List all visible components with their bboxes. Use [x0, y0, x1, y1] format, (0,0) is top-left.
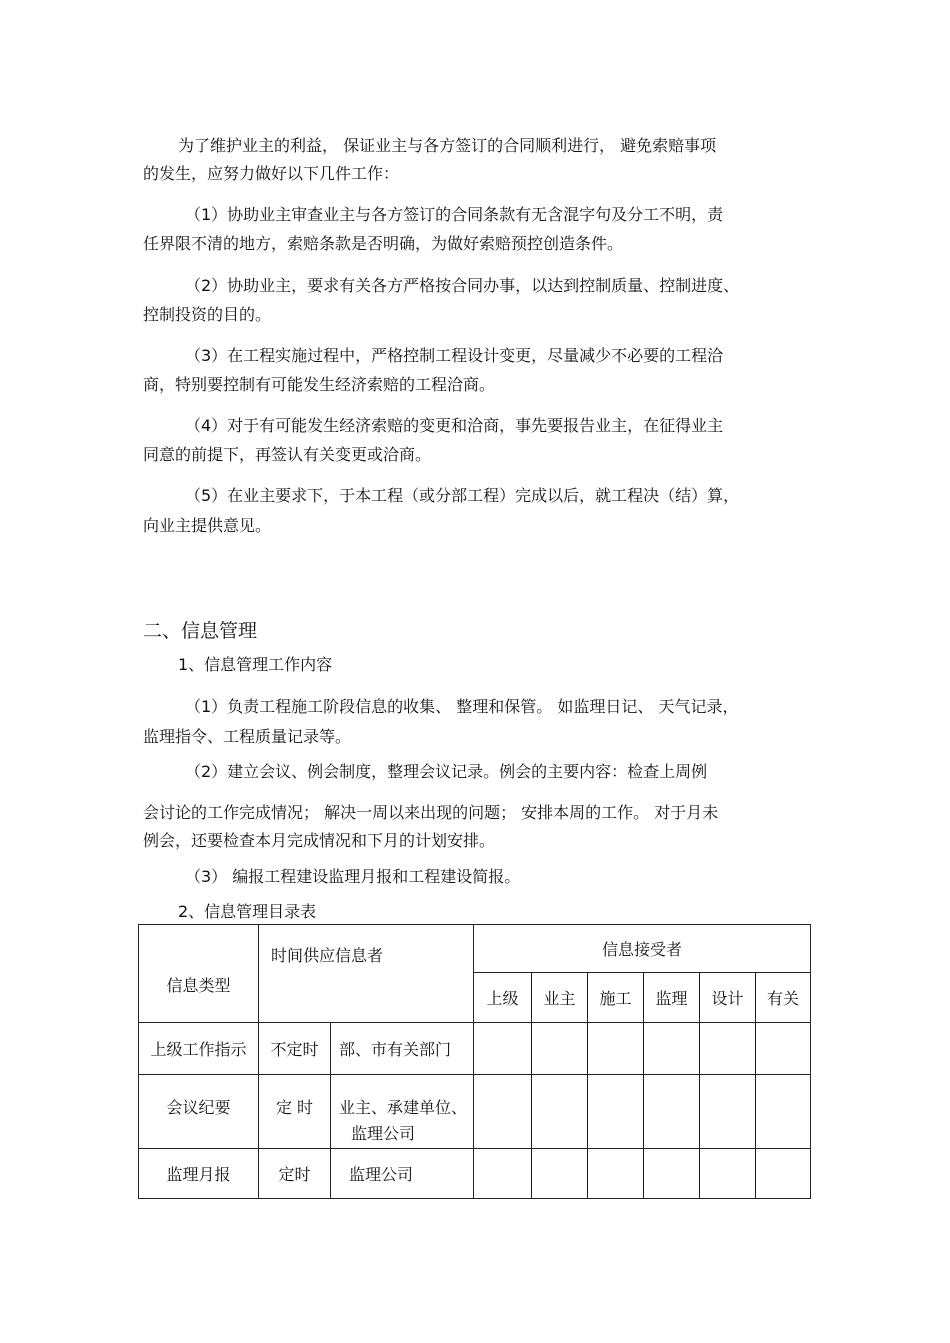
table-row [139, 1149, 811, 1199]
item-4-line-2: 同意的前提下，再签认有关变更或洽商。 [143, 445, 432, 464]
row-3-type: 监理月报 [139, 1149, 259, 1199]
item-3-line-1: （3）在工程实施过程中，严格控制工程设计变更，尽量减少不必要的工程洽 [185, 346, 724, 365]
row-2-time: 定 时 [259, 1075, 331, 1149]
row-3-time: 定时 [259, 1149, 331, 1199]
s2-p1-line-2: 监理指令、工程质量记录等。 [143, 727, 352, 746]
row-1-time: 不定时 [259, 1023, 331, 1075]
s2-p3: （3） 编报工程建设监理月报和工程建设简报。 [185, 867, 521, 886]
header-time-supplier-label: 时间供应信息者 [271, 946, 384, 965]
header-time-supplier [259, 925, 474, 1023]
intro-line-2: 的发生，应努力做好以下几件工作： [143, 164, 400, 183]
receiver-owner: 业主 [532, 973, 588, 1023]
s2-p2-line-3: 例会，还要检查本月完成情况和下月的计划安排。 [143, 831, 496, 850]
row-2-type: 会议纪要 [139, 1075, 259, 1149]
s2-p1-line-1: （1）负责工程施工阶段信息的收集、 整理和保管。 如监理日记、 天气记录， [185, 697, 739, 716]
header-info-type-label: 信息类型 [166, 976, 231, 995]
intro-line-1: 为了维护业主的利益， 保证业主与各方签订的合同顺利进行， 避免索赔事项 [178, 136, 717, 155]
item-2-line-1: （2）协助业主，要求有关各方严格按合同办事，以达到控制质量、控制进度、 [185, 276, 740, 295]
receiver-design: 设计 [700, 973, 756, 1023]
item-5-line-2: 向业主提供意见。 [143, 516, 272, 535]
receiver-construction: 施工 [588, 973, 644, 1023]
item-4-line-1: （4）对于有可能发生经济索赔的变更和洽商，事先要报告业主，在征得业主 [185, 416, 724, 435]
info-catalog-table [138, 924, 811, 1199]
header-receivers [474, 925, 811, 973]
receiver-supervision: 监理 [644, 973, 700, 1023]
table-row [139, 1023, 811, 1075]
s2-p2-line-2: 会讨论的工作完成情况； 解决一周以来出现的问题； 安排本周的工作。 对于月未 [143, 803, 719, 822]
row-2-supplier [331, 1075, 474, 1149]
s2-p2-line-1: （2）建立会议、例会制度，整理会议记录。例会的主要内容：检查上周例 [185, 762, 708, 781]
row-1-supplier [331, 1023, 474, 1075]
row-3-supplier [331, 1149, 474, 1199]
item-1-line-1: （1）协助业主审查业主与各方签订的合同条款有无含混字句及分工不明，责 [185, 205, 724, 224]
receiver-related: 有关 [756, 973, 811, 1023]
row-2-supplier-line-1: 业主、承建单位、 [339, 1098, 468, 1117]
row-2-supplier-line-2: 监理公司 [351, 1124, 416, 1143]
section-title: 二、信息管理 [143, 620, 258, 642]
item-3-line-2: 商，特别要控制有可能发生经济索赔的工程洽商。 [143, 375, 496, 394]
item-1-line-2: 任界限不清的地方，索赔条款是否明确，为做好索赔预控创造条件。 [143, 234, 624, 253]
subsection-2-title: 2、信息管理目录表 [178, 902, 317, 921]
row-1-type: 上级工作指示 [139, 1023, 259, 1075]
table-row [139, 1075, 811, 1149]
item-2-line-2: 控制投资的目的。 [143, 305, 272, 324]
subsection-1-title: 1、信息管理工作内容 [178, 655, 333, 674]
row-1-supplier-text: 部、市有关部门 [339, 1040, 452, 1059]
row-3-supplier-text: 监理公司 [349, 1165, 414, 1184]
item-5-line-1: （5）在业主要求下，于本工程（或分部工程）完成以后，就工程决（结）算， [185, 486, 740, 505]
receiver-superior: 上级 [474, 973, 532, 1023]
header-receivers-label: 信息接受者 [601, 940, 682, 959]
header-info-type [139, 925, 259, 1023]
